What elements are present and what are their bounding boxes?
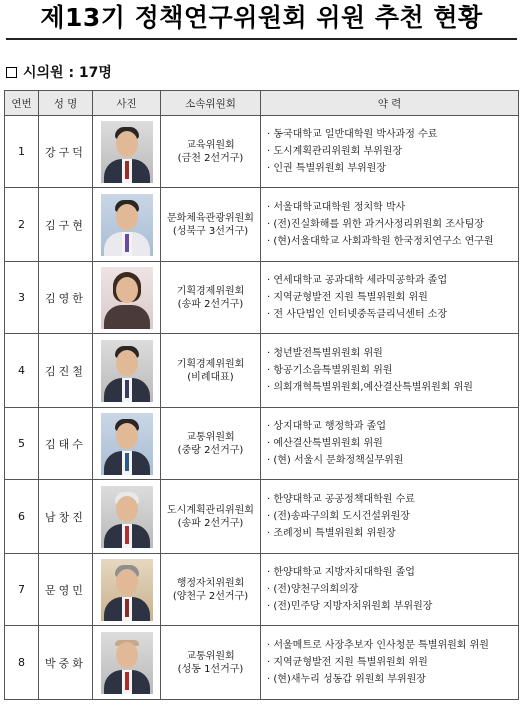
member-committee — [161, 262, 261, 334]
checkbox-icon — [6, 67, 17, 78]
table-row — [5, 116, 519, 188]
member-committee — [161, 408, 261, 480]
member-committee — [161, 626, 261, 700]
member-photo-cell — [93, 408, 161, 480]
table-header-row — [5, 91, 519, 116]
member-committee — [161, 480, 261, 554]
member-name: 문영민 — [39, 554, 93, 626]
member-committee — [161, 334, 261, 408]
member-name: 김영한 — [39, 262, 93, 334]
career-item: · 청년발전특별위원회 위원 — [267, 348, 383, 359]
member-no: 7 — [5, 554, 39, 626]
committee-name: 교통위원회 — [186, 431, 235, 443]
committee-district: (성동 1선거구) — [177, 663, 244, 675]
member-name: 김구현 — [39, 188, 93, 262]
committee-district: (비례대표) — [187, 371, 234, 383]
career-item: · 연세대학교 공과대학 세라믹공학과 졸업 — [267, 275, 448, 286]
member-no: 6 — [5, 480, 39, 554]
career-item: · (전)민주당 지방자치위원회 부위원장 — [267, 601, 433, 612]
member-no: 5 — [5, 408, 39, 480]
page-title: 제13기 정책연구위원회 위원 추천 현황 — [40, 3, 483, 32]
member-photo-cell — [93, 554, 161, 626]
member-name: 김진철 — [39, 334, 93, 408]
member-committee — [161, 116, 261, 188]
member-photo — [101, 267, 153, 329]
member-committee — [161, 188, 261, 262]
member-committee — [161, 554, 261, 626]
committee-district: (송파 2선거구) — [177, 298, 244, 310]
table-row — [5, 554, 519, 626]
member-photo-cell — [93, 480, 161, 554]
career-item: · (전)송파구의회 도시건설위원장 — [267, 511, 410, 522]
career-item: · 지역균형발전 지원 특별위원회 위원 — [267, 292, 428, 303]
title-divider — [6, 38, 517, 40]
career-item: · 상지대학교 행정학과 졸업 — [267, 421, 386, 432]
career-item: · (현)서울대학교 사회과학원 한국정치연구소 연구원 — [267, 236, 494, 247]
career-item: · 지역균형발전 지원 특별위원회 위원 — [267, 657, 428, 668]
member-career — [261, 116, 519, 188]
header-committee: 소속위원회 — [161, 91, 261, 116]
member-name: 김태수 — [39, 408, 93, 480]
committee-name: 행정자치위원회 — [176, 577, 245, 589]
committee-name: 교육위원회 — [186, 139, 235, 151]
member-photo — [101, 121, 153, 183]
section-label: 시의원 : 17명 — [23, 65, 112, 81]
header-no: 연번 — [5, 91, 39, 116]
section-heading — [6, 62, 112, 82]
table-row — [5, 188, 519, 262]
member-no: 8 — [5, 626, 39, 700]
table-row — [5, 408, 519, 480]
member-career — [261, 262, 519, 334]
table-row — [5, 262, 519, 334]
career-item: · (현) 서울시 문화정책실무위원 — [267, 455, 404, 466]
member-photo — [101, 413, 153, 475]
committee-district: (성북구 3선거구) — [172, 225, 249, 237]
header-photo: 사진 — [93, 91, 161, 116]
member-no: 2 — [5, 188, 39, 262]
career-item: · 한양대학교 공공정책대학원 수료 — [267, 494, 415, 505]
member-no: 4 — [5, 334, 39, 408]
career-item: · (현)새누리 성동갑 위원회 부위원장 — [267, 674, 426, 685]
member-career — [261, 480, 519, 554]
career-item: · 조례정비 특별위원회 위원장 — [267, 528, 396, 539]
member-career — [261, 554, 519, 626]
career-item: · 전 사단법인 인터넷중독클리닉센터 소장 — [267, 309, 448, 320]
career-item: · 의회개혁특별위원회,예산결산특별위원회 위원 — [267, 382, 473, 393]
table-row — [5, 626, 519, 700]
member-no: 3 — [5, 262, 39, 334]
career-item: · 서울메트로 사장추보자 인사청문 특별위원회 위원 — [267, 640, 489, 651]
member-photo-cell — [93, 188, 161, 262]
career-item: · 서울대학교대학원 정치학 박사 — [267, 202, 406, 213]
career-item: · (전)양천구의회의장 — [267, 584, 359, 595]
career-item: · 항공기소음특별위원회 위원 — [267, 365, 393, 376]
member-photo-cell — [93, 334, 161, 408]
member-name: 강구덕 — [39, 116, 93, 188]
career-item: · 도시계획관리위원회 부위원장 — [267, 146, 403, 157]
career-item: · 인권 특별위원회 부위원장 — [267, 163, 386, 174]
committee-district: (중랑 2선거구) — [177, 444, 244, 456]
member-photo-cell — [93, 262, 161, 334]
member-photo — [101, 194, 153, 256]
committee-district: (송파 2선거구) — [177, 517, 244, 529]
member-career — [261, 408, 519, 480]
member-career — [261, 334, 519, 408]
career-item: · 동국대학교 일반대학원 박사과정 수료 — [267, 129, 438, 140]
member-career — [261, 626, 519, 700]
committee-name: 기획경제위원회 — [176, 358, 245, 370]
committee-district: (금천 2선거구) — [177, 152, 244, 164]
committee-name: 도시계획관리위원회 — [167, 504, 254, 516]
member-photo — [101, 340, 153, 402]
member-photo — [101, 632, 153, 694]
committee-name: 기획경제위원회 — [176, 285, 245, 297]
member-photo-cell — [93, 626, 161, 700]
table-row — [5, 480, 519, 554]
committee-district: (양천구 2선거구) — [172, 590, 249, 602]
member-name: 남창진 — [39, 480, 93, 554]
table-row — [5, 334, 519, 408]
member-photo-cell — [93, 116, 161, 188]
member-photo — [101, 559, 153, 621]
members-table — [4, 90, 519, 700]
member-photo — [101, 486, 153, 548]
member-name: 박중화 — [39, 626, 93, 700]
career-item: · (전)진실화해를 위한 과거사정리위원회 조사팀장 — [267, 219, 484, 230]
header-name: 성 명 — [39, 91, 93, 116]
member-no: 1 — [5, 116, 39, 188]
career-item: · 예산결산특별위원회 위원 — [267, 438, 383, 449]
career-item: · 한양대학교 지방자치대학원 졸업 — [267, 567, 415, 578]
header-career: 약 력 — [261, 91, 519, 116]
committee-name: 교통위원회 — [186, 650, 235, 662]
member-career — [261, 188, 519, 262]
committee-name: 문화체육관광위원회 — [167, 212, 254, 224]
